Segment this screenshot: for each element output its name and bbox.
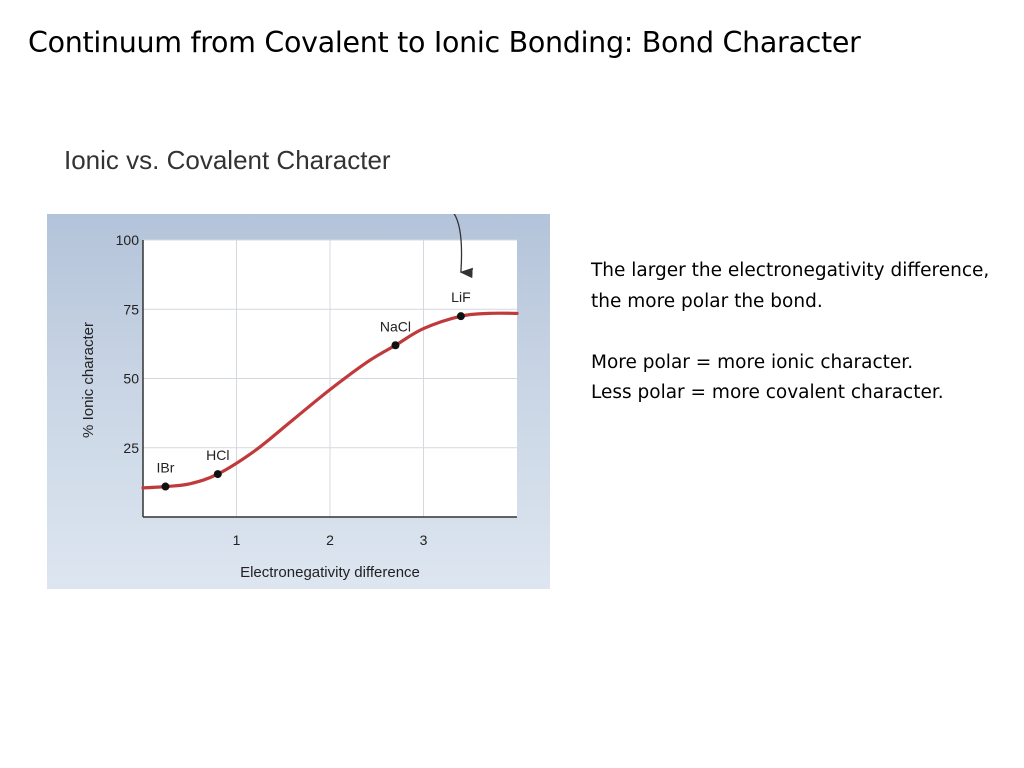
y-axis-label: % Ionic character <box>80 322 97 438</box>
point-label-nacl: NaCl <box>379 318 412 335</box>
y-tick-label: 75 <box>123 301 139 318</box>
more-polar-line: More polar = more ionic character. <box>591 351 914 373</box>
x-tick-label: 3 <box>419 532 428 548</box>
x-tick-label: 1 <box>232 532 241 548</box>
chart-title: Ionic vs. Covalent Character <box>64 145 391 175</box>
point-nacl <box>391 341 399 349</box>
x-axis-label: Electronegativity difference <box>240 564 420 581</box>
x-tick-label: 2 <box>326 532 334 548</box>
point-hcl <box>214 470 222 478</box>
point-label-lif: LiF <box>451 289 471 306</box>
point-label-ibr: IBr <box>156 459 175 476</box>
y-tick-label: 25 <box>123 439 139 456</box>
explanation-paragraph: The larger the electronegativity difference, the more polar the bond. <box>591 260 990 312</box>
slide-title: Continuum from Covalent to Ionic Bonding: Bond Character <box>28 26 861 59</box>
explanation-text <box>591 256 991 409</box>
point-label-hcl: HCl <box>206 447 230 464</box>
point-ibr <box>161 483 169 491</box>
point-lif <box>457 312 465 320</box>
chart-panel <box>47 214 550 589</box>
y-tick-label: 100 <box>115 232 139 248</box>
less-polar-line: Less polar = more covalent character. <box>591 382 944 403</box>
ionic-character-chart <box>47 214 550 589</box>
y-tick-label: 50 <box>123 370 139 387</box>
